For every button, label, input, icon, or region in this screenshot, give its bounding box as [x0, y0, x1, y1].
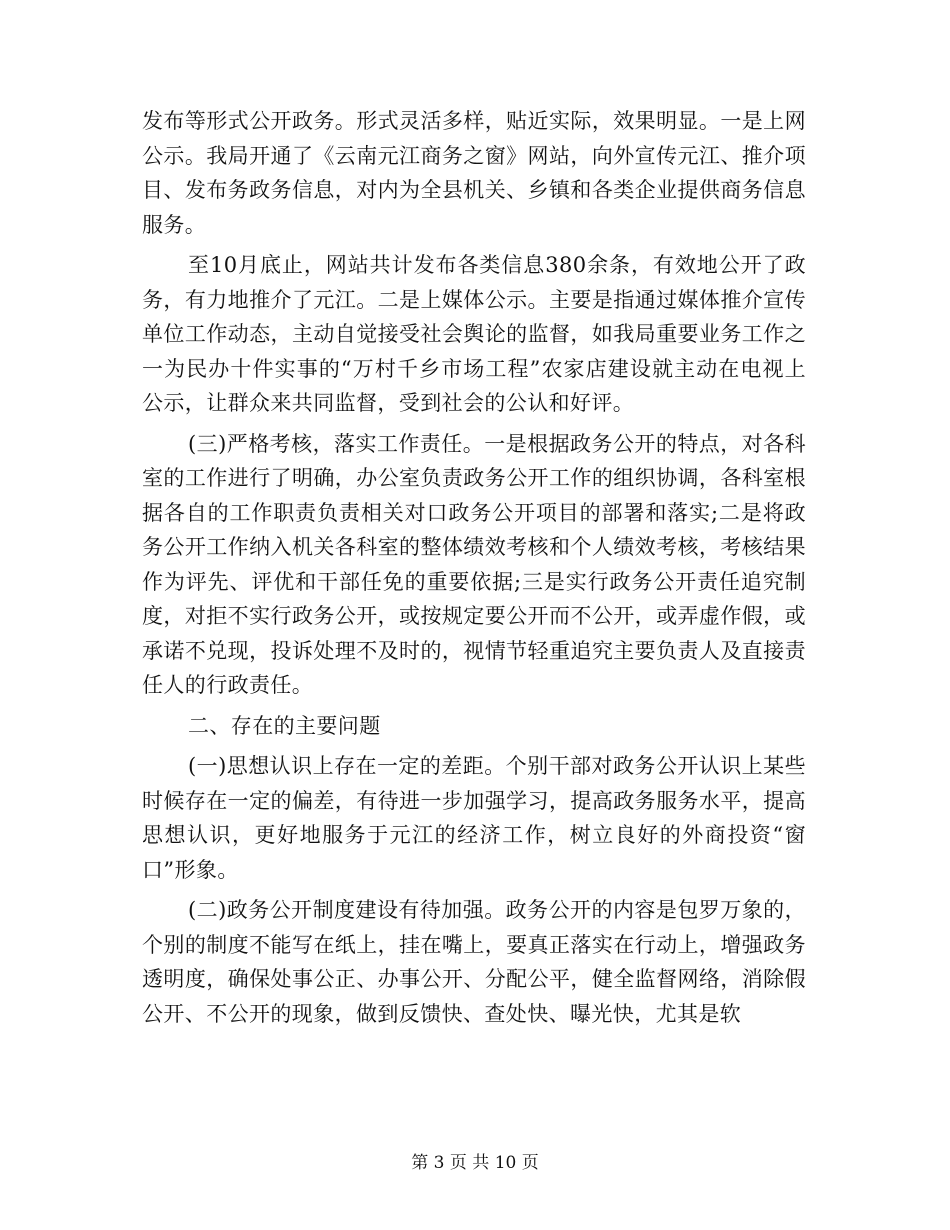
page-footer: 第 3 页 共 10 页 [411, 1153, 539, 1173]
paragraph-1: 发布等形式公开政务。形式灵活多样，贴近实际，效果明显。一是上网公示。我局开通了《云南元江商务之窗》网站，向外宣传元江、推介项目、发布务政务信息，对内为全县机关、乡镇和各类企业提供商务信息服务。 [142, 109, 806, 237]
paragraph-2: 至10月底止，网站共计发布各类信息380余条，有效地公开了政务，有力地推介了元江。二是上媒体公示。主要是指通过媒体推介宣传单位工作动态，主动自觉接受社会舆论的监督，如我局重要业务工作之一为民办十件实事的“万村千乡市场工程”农家店建设就主动在电视上公示，让群众来共同监督，受到社会的公认和好评。 [142, 253, 806, 415]
section-heading: 二、存在的主要问题 [188, 713, 381, 738]
document-body [142, 104, 806, 1031]
paragraph-5: (二)政务公开制度建设有待加强。政务公开的内容是包罗万象的，个别的制度不能写在纸上，挂在嘴上，要真正落实在行动上，增强政务透明度，确保处事公正、办事公开、分配公平，健全监督网络，消除假公开、不公开的现象，做到反馈快、查处快、曝光快，尤其是软 [142, 898, 806, 1026]
paragraph-4: (一)思想认识上存在一定的差距。个别干部对政务公开认识上某些时候存在一定的偏差，有待进一步加强学习，提高政务服务水平，提高思想认识，更好地服务于元江的经济工作，树立良好的外商投资“窗口”形象。 [142, 754, 806, 882]
paragraph-3: (三)严格考核，落实工作责任。一是根据政务公开的特点，对各科室的工作进行了明确，办公室负责政务公开工作的组织协调，各科室根据各自的工作职责负责相关对口政务公开项目的部署和落实;二是将政务公开工作纳入机关各科室的整体绩效考核和个人绩效考核，考核结果作为评先、评优和干部任免的重要依据;三是实行政务公开责任追究制度，对拒不实行政务公开，或按规定要公开而不公开，或弄虚作假，或承诺不兑现，投诉处理不及时的，视情节轻重追究主要负责人及直接责任人的行政责任。 [142, 431, 806, 697]
